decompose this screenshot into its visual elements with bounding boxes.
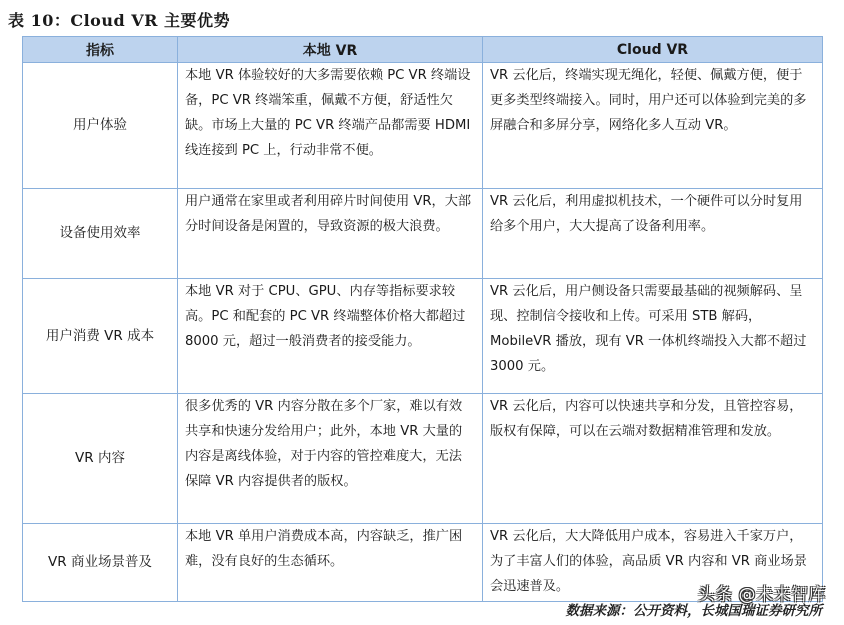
table-row (23, 394, 823, 524)
header-indicator: 指标 (23, 37, 178, 63)
row-cloud-vr: VR 云化后，利用虚拟机技术，一个硬件可以分时复用给多个用户，大大提高了设备利用率。 (483, 189, 823, 279)
table-row (23, 279, 823, 394)
header-cloud-vr: Cloud VR (483, 37, 823, 63)
row-local-vr: 本地 VR 对于 CPU、GPU、内存等指标要求较高。PC 和配套的 PC VR 终端整体价格大都超过 8000 元，超过一般消费者的接受能力。 (178, 279, 483, 394)
row-cloud-vr: VR 云化后，内容可以快速共享和分发，且管控容易，版权有保障，可以在云端对数据精准管理和发放。 (483, 394, 823, 524)
row-cloud-vr: VR 云化后，用户侧设备只需要最基础的视频解码、呈现、控制信令接收和上传。可采用 STB 解码，MobileVR 播放，现有 VR 一体机终端投入大都不超过 3000 元。 (483, 279, 823, 394)
watermark: 头条 @未来智库 (697, 585, 826, 605)
row-local-vr: 本地 VR 体验较好的大多需要依赖 PC VR 终端设备，PC VR 终端笨重，佩戴不方便，舒适性欠缺。市场上大量的 PC VR 终端产品都需要 HDMI 线连接到 PC 上，行动非常不便。 (178, 63, 483, 189)
table-row (23, 189, 823, 279)
row-indicator: 用户体验 (23, 63, 178, 189)
row-indicator: VR 内容 (23, 394, 178, 524)
row-local-vr: 本地 VR 单用户消费成本高，内容缺乏，推广困难，没有良好的生态循环。 (178, 524, 483, 602)
row-indicator: VR 商业场景普及 (23, 524, 178, 602)
data-source-note: 数据来源：公开资料，长城国瑞证券研究所 (565, 603, 822, 619)
row-cloud-vr: VR 云化后，终端实现无绳化，轻便、佩戴方便，便于更多类型终端接入。同时，用户还可以体验到完美的多屏融合和多屏分享，网络化多人互动 VR。 (483, 63, 823, 189)
header-local-vr: 本地 VR (178, 37, 483, 63)
row-local-vr: 用户通常在家里或者利用碎片时间使用 VR，大部分时间设备是闲置的，导致资源的极大浪费。 (178, 189, 483, 279)
row-cloud-vr: VR 云化后，大大降低用户成本，容易进入千家万户，为了丰富人们的体验，高品质 VR 内容和 VR 商业场景会迅速普及。 (483, 524, 823, 602)
comparison-table (22, 36, 823, 602)
row-indicator: 用户消费 VR 成本 (23, 279, 178, 394)
row-indicator: 设备使用效率 (23, 189, 178, 279)
row-local-vr: 很多优秀的 VR 内容分散在多个厂家，难以有效共享和快速分发给用户；此外，本地 VR 大量的内容是离线体验，对于内容的管控难度大，无法保障 VR 内容提供者的版权。 (178, 394, 483, 524)
table-caption: 表 10：Cloud VR 主要优势 (8, 11, 230, 30)
table-row (23, 63, 823, 189)
table-header-row (23, 37, 823, 63)
